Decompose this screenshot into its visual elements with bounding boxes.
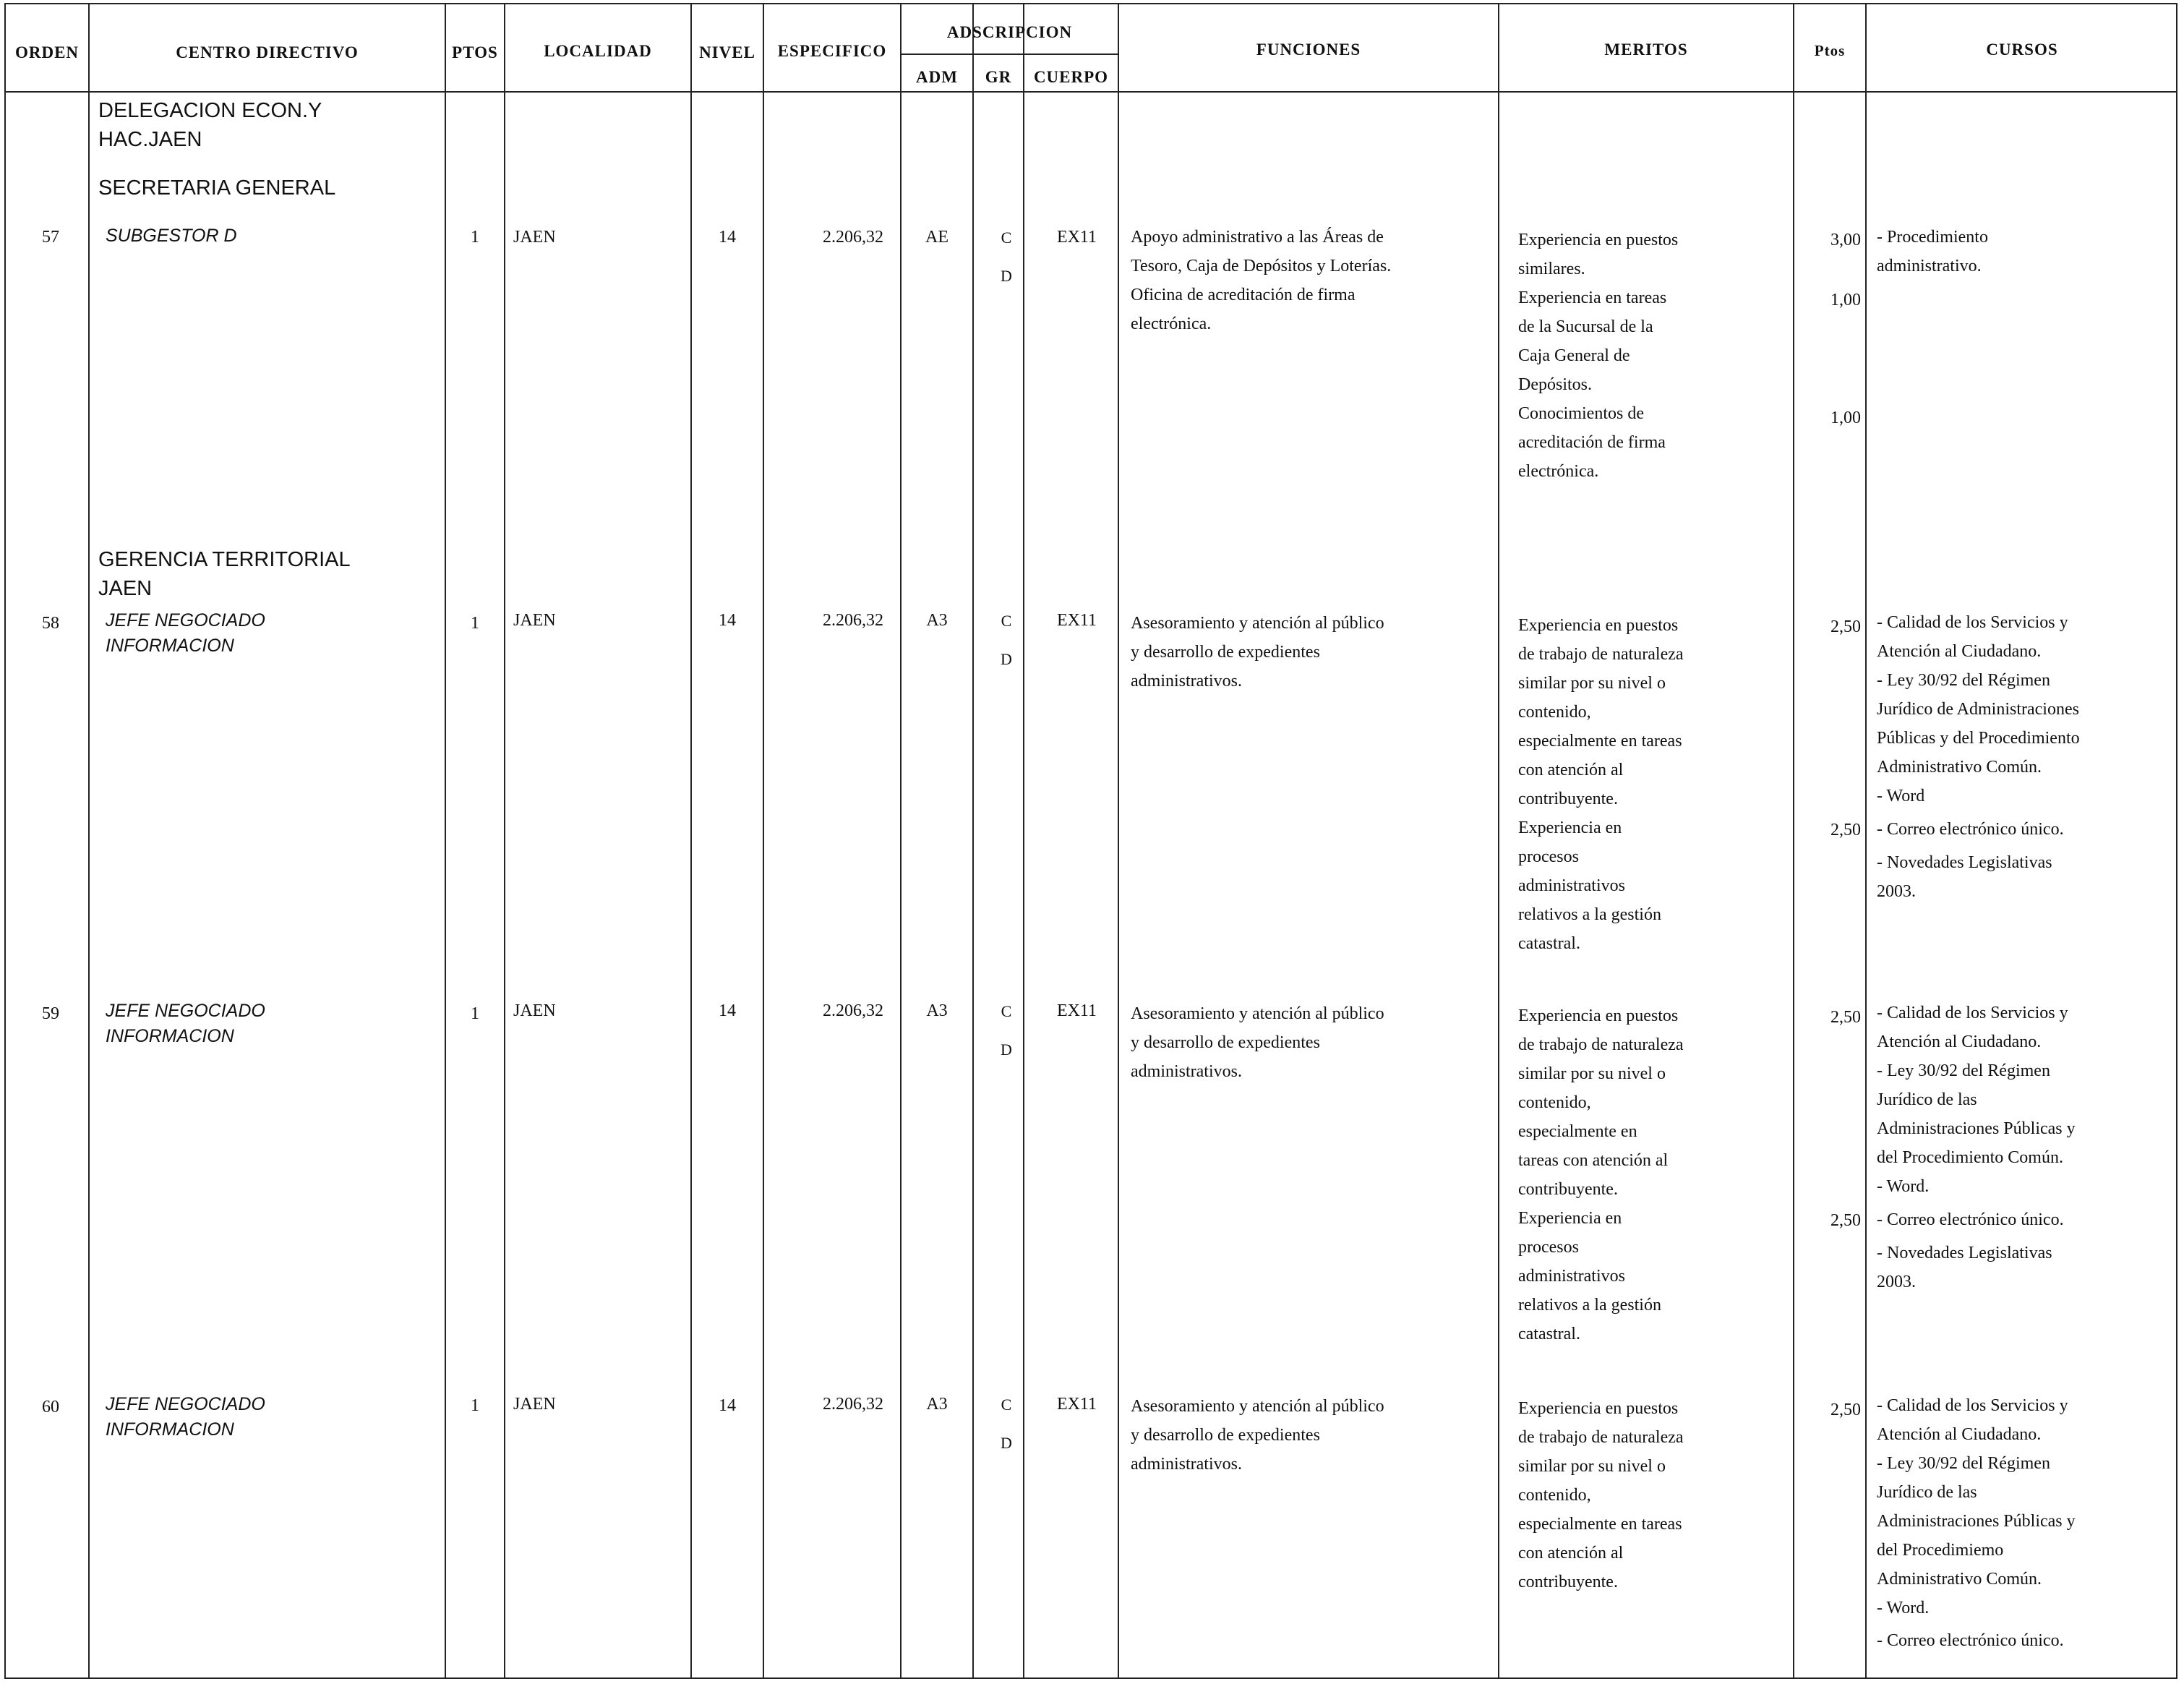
merito-line: Experiencia en <box>1518 1209 1622 1228</box>
merito-line: Conocimientos de <box>1518 404 1644 423</box>
merito-line: contribuyente. <box>1518 790 1618 808</box>
puesto-line: JEFE NEGOCIADO <box>106 610 265 631</box>
merito-line: Experiencia en puestos <box>1518 1006 1679 1025</box>
cursos-cell <box>1877 608 2151 811</box>
merito-line: de la Sucursal de la <box>1518 317 1653 336</box>
gr-cell <box>992 218 1021 295</box>
merito-line: especialmente en tareas <box>1518 732 1682 751</box>
merito-line: Experiencia en <box>1518 819 1622 837</box>
curso-line: administrativo. <box>1877 257 1982 275</box>
cursos-cell-b <box>1877 815 2151 906</box>
adm-cell: A3 <box>926 611 948 630</box>
header-ptos-meritos: Ptos <box>1814 42 1846 59</box>
funciones-line: Asesoramiento y atención al público <box>1131 614 1384 633</box>
merito-pts: 2,50 <box>1830 1401 1861 1419</box>
especifico-cell: 2.206,32 <box>823 228 883 247</box>
header-cursos: CURSOS <box>1986 40 2058 59</box>
merito-line: especialmente en tareas <box>1518 1515 1682 1534</box>
header-meritos: MERITOS <box>1604 40 1688 59</box>
gr-value: C <box>1001 1396 1012 1414</box>
curso-line: del Procedimiemo <box>1877 1541 2004 1560</box>
header-adm: ADM <box>916 68 958 86</box>
gr-cell <box>992 602 1021 678</box>
merito-line: similar por su nivel o <box>1518 1064 1666 1083</box>
ptos-cell: 1 <box>471 1004 479 1023</box>
section-line: JAEN <box>98 577 153 600</box>
curso-line: Atención al Ciudadano. <box>1877 1033 2042 1051</box>
orden-cell: 57 <box>42 228 59 247</box>
curso-line: del Procedimiento Común. <box>1877 1148 2063 1167</box>
gr-value: C <box>1001 1002 1012 1020</box>
column-divider <box>972 3 974 1679</box>
curso-line: - Calidad de los Servicios y <box>1877 1396 2068 1415</box>
curso-line: - Calidad de los Servicios y <box>1877 1004 2068 1022</box>
meritos-cell <box>1518 611 1735 958</box>
merito-pts: 2,50 <box>1830 1211 1861 1230</box>
merito-line: administrativos <box>1518 876 1625 895</box>
header-funciones: FUNCIONES <box>1256 40 1361 59</box>
funciones-line: administrativos. <box>1131 1062 1242 1081</box>
curso-line: Jurídico de las <box>1877 1483 1977 1502</box>
merito-line: catastral. <box>1518 934 1580 953</box>
curso-line: - Ley 30/92 del Régimen <box>1877 1454 2050 1473</box>
adm-cell: A3 <box>926 1001 948 1020</box>
nivel-cell: 14 <box>719 1396 736 1415</box>
ptos-cell: 1 <box>471 228 479 247</box>
merito-pts: 2,50 <box>1830 1008 1861 1027</box>
merito-line: tareas con atención al <box>1518 1151 1669 1170</box>
curso-line: Administraciones Públicas y <box>1877 1512 2076 1531</box>
cursos-cell <box>1877 223 2151 281</box>
header-orden: ORDEN <box>14 43 80 61</box>
funciones-cell <box>1131 609 1470 696</box>
curso-line: Públicas y del Procedimiento <box>1877 729 2080 748</box>
column-divider <box>1498 3 1499 1679</box>
curso-line: - Correo electrónico único. <box>1877 1210 2064 1229</box>
merito-pts: 2,50 <box>1830 821 1861 839</box>
merito-line: acreditación de firma <box>1518 433 1666 452</box>
curso-line: - Novedades Legislativas <box>1877 853 2052 872</box>
meritos-cell <box>1518 1001 1735 1349</box>
cuerpo-cell: EX11 <box>1056 611 1097 630</box>
merito-pts: 1,00 <box>1830 409 1861 427</box>
curso-line: - Word. <box>1877 1599 1930 1617</box>
localidad-cell: JAEN <box>513 228 556 247</box>
curso-line: Jurídico de Administraciones <box>1877 700 2079 719</box>
funciones-cell <box>1131 1392 1470 1479</box>
header-cuerpo: CUERPO <box>1033 68 1109 86</box>
header-nivel: NIVEL <box>699 43 755 61</box>
curso-line: Atención al Ciudadano. <box>1877 1425 2042 1444</box>
merito-line: de trabajo de naturaleza <box>1518 645 1684 664</box>
curso-line: - Calidad de los Servicios y <box>1877 613 2068 632</box>
header-gr: GR <box>985 68 1012 86</box>
column-divider <box>504 3 505 1679</box>
merito-line: de trabajo de naturaleza <box>1518 1428 1684 1447</box>
especifico-cell: 2.206,32 <box>823 1001 883 1020</box>
curso-line: Atención al Ciudadano. <box>1877 642 2042 661</box>
cursos-cell <box>1877 999 2151 1201</box>
merito-line: contenido, <box>1518 703 1591 722</box>
adm-cell: A3 <box>926 1395 948 1414</box>
column-divider <box>690 3 692 1679</box>
column-divider <box>1865 3 1867 1679</box>
cursos-cell-b <box>1877 1205 2151 1296</box>
header-divider <box>4 91 2177 93</box>
funciones-line: Oficina de acreditación de firma <box>1131 286 1356 304</box>
nivel-cell: 14 <box>719 228 736 247</box>
puesto-line: JEFE NEGOCIADO <box>106 1394 265 1414</box>
merito-line: Experiencia en puestos <box>1518 616 1679 635</box>
orden-cell: 59 <box>42 1004 59 1023</box>
column-divider <box>900 3 902 1679</box>
section-gerencia <box>98 545 351 603</box>
merito-line: contribuyente. <box>1518 1573 1618 1591</box>
section-line: DELEGACION ECON.Y <box>98 99 322 122</box>
section-line: GERENCIA TERRITORIAL <box>98 548 351 571</box>
funciones-line: Asesoramiento y atención al público <box>1131 1004 1384 1023</box>
merito-line: procesos <box>1518 847 1579 866</box>
merito-line: con atención al <box>1518 761 1624 779</box>
merito-line: procesos <box>1518 1238 1579 1257</box>
orden-cell: 58 <box>42 614 59 633</box>
section-line: HAC.JAEN <box>98 128 202 151</box>
gr-value: C <box>1001 228 1012 247</box>
merito-line: especialmente en <box>1518 1122 1637 1141</box>
meritos-cell <box>1518 1394 1735 1597</box>
column-divider <box>88 3 90 1679</box>
funciones-line: Asesoramiento y atención al público <box>1131 1397 1384 1416</box>
merito-pts: 1,00 <box>1830 291 1861 309</box>
header-centro-directivo: CENTRO DIRECTIVO <box>176 43 359 61</box>
cuerpo-cell: EX11 <box>1056 1395 1097 1414</box>
column-divider <box>1118 3 1119 1679</box>
column-divider <box>1793 3 1794 1679</box>
funciones-line: administrativos. <box>1131 672 1242 691</box>
merito-line: relativos a la gestión <box>1518 905 1661 924</box>
column-divider <box>445 3 446 1679</box>
merito-line: relativos a la gestión <box>1518 1296 1661 1315</box>
funciones-line: y desarrollo de expedientes <box>1131 643 1320 662</box>
curso-line: - Word. <box>1877 1177 1930 1196</box>
merito-line: Depósitos. <box>1518 375 1592 394</box>
puesto-cell <box>106 999 265 1049</box>
section-secretaria: SECRETARIA GENERAL <box>98 176 336 200</box>
merito-line: Experiencia en puestos <box>1518 231 1679 249</box>
puesto-line: INFORMACION <box>106 1026 234 1046</box>
merito-line: de trabajo de naturaleza <box>1518 1035 1684 1054</box>
localidad-cell: JAEN <box>513 1001 556 1020</box>
merito-line: Experiencia en tareas <box>1518 288 1667 307</box>
curso-line: - Ley 30/92 del Régimen <box>1877 671 2050 690</box>
adm-cell: AE <box>925 228 948 247</box>
header-adscripcion: ADSCRIPCION <box>946 23 1073 41</box>
puesto-cell <box>106 1392 265 1442</box>
merito-pts: 3,00 <box>1830 231 1861 249</box>
merito-line: con atención al <box>1518 1544 1624 1563</box>
header-ptos: PTOS <box>452 43 498 61</box>
funciones-line: electrónica. <box>1131 315 1212 333</box>
puesto-cell: SUBGESTOR D <box>106 226 237 246</box>
nivel-cell: 14 <box>719 1001 736 1020</box>
column-divider <box>1023 3 1024 1679</box>
curso-line: - Procedimiento <box>1877 228 1988 247</box>
especifico-cell: 2.206,32 <box>823 1395 883 1414</box>
curso-line: Administraciones Públicas y <box>1877 1119 2076 1138</box>
section-delegacion <box>98 96 322 154</box>
orden-cell: 60 <box>42 1398 59 1416</box>
nivel-cell: 14 <box>719 611 736 630</box>
curso-line: - Correo electrónico único. <box>1877 820 2064 839</box>
funciones-line: Apoyo administrativo a las Áreas de <box>1131 228 1384 247</box>
gr-value: C <box>1001 612 1012 630</box>
merito-line: contribuyente. <box>1518 1180 1618 1199</box>
curso-line: - Word <box>1877 787 1925 805</box>
localidad-cell: JAEN <box>513 1395 556 1414</box>
curso-line: - Ley 30/92 del Régimen <box>1877 1061 2050 1080</box>
funciones-line: Tesoro, Caja de Depósitos y Loterías. <box>1131 257 1392 275</box>
puesto-line: INFORMACION <box>106 1419 234 1440</box>
cursos-cell <box>1877 1391 2151 1623</box>
adscripcion-divider <box>900 54 1118 55</box>
gr-value: D <box>1001 267 1012 285</box>
cuerpo-cell: EX11 <box>1056 228 1097 247</box>
merito-line: electrónica. <box>1518 462 1599 481</box>
cuerpo-cell: EX11 <box>1056 1001 1097 1020</box>
gr-value: D <box>1001 1434 1012 1452</box>
curso-line: 2003. <box>1877 882 1916 901</box>
merito-line: Experiencia en puestos <box>1518 1399 1679 1418</box>
ptos-cell: 1 <box>471 614 479 633</box>
funciones-line: y desarrollo de expedientes <box>1131 1033 1320 1052</box>
gr-cell <box>992 992 1021 1069</box>
merito-line: similares. <box>1518 260 1585 278</box>
curso-line: - Novedades Legislativas <box>1877 1244 2052 1262</box>
puesto-line: JEFE NEGOCIADO <box>106 1001 265 1021</box>
curso-line: Jurídico de las <box>1877 1090 1977 1109</box>
header-especifico: ESPECIFICO <box>777 42 887 60</box>
funciones-line: administrativos. <box>1131 1455 1242 1474</box>
merito-line: similar por su nivel o <box>1518 1457 1666 1476</box>
meritos-cell <box>1518 226 1735 486</box>
puesto-line: INFORMACION <box>106 636 234 656</box>
column-divider <box>763 3 764 1679</box>
ptos-cell: 1 <box>471 1396 479 1415</box>
curso-line: Administrativo Común. <box>1877 1570 2042 1589</box>
funciones-cell <box>1131 223 1470 338</box>
merito-line: administrativos <box>1518 1267 1625 1286</box>
localidad-cell: JAEN <box>513 611 556 630</box>
gr-value: D <box>1001 650 1012 668</box>
merito-line: catastral. <box>1518 1325 1580 1343</box>
curso-line: 2003. <box>1877 1273 1916 1291</box>
funciones-cell <box>1131 999 1470 1086</box>
header-localidad: LOCALIDAD <box>544 42 652 60</box>
cursos-cell-b <box>1877 1626 2151 1655</box>
merito-pts: 2,50 <box>1830 617 1861 636</box>
merito-line: contenido, <box>1518 1093 1591 1112</box>
funciones-line: y desarrollo de expedientes <box>1131 1426 1320 1445</box>
gr-value: D <box>1001 1040 1012 1059</box>
merito-line: similar por su nivel o <box>1518 674 1666 693</box>
gr-cell <box>992 1385 1021 1462</box>
curso-line: - Correo electrónico único. <box>1877 1631 2064 1650</box>
merito-line: Caja General de <box>1518 346 1630 365</box>
puesto-cell <box>106 608 265 659</box>
merito-line: contenido, <box>1518 1486 1591 1505</box>
especifico-cell: 2.206,32 <box>823 611 883 630</box>
curso-line: Administrativo Común. <box>1877 758 2042 777</box>
